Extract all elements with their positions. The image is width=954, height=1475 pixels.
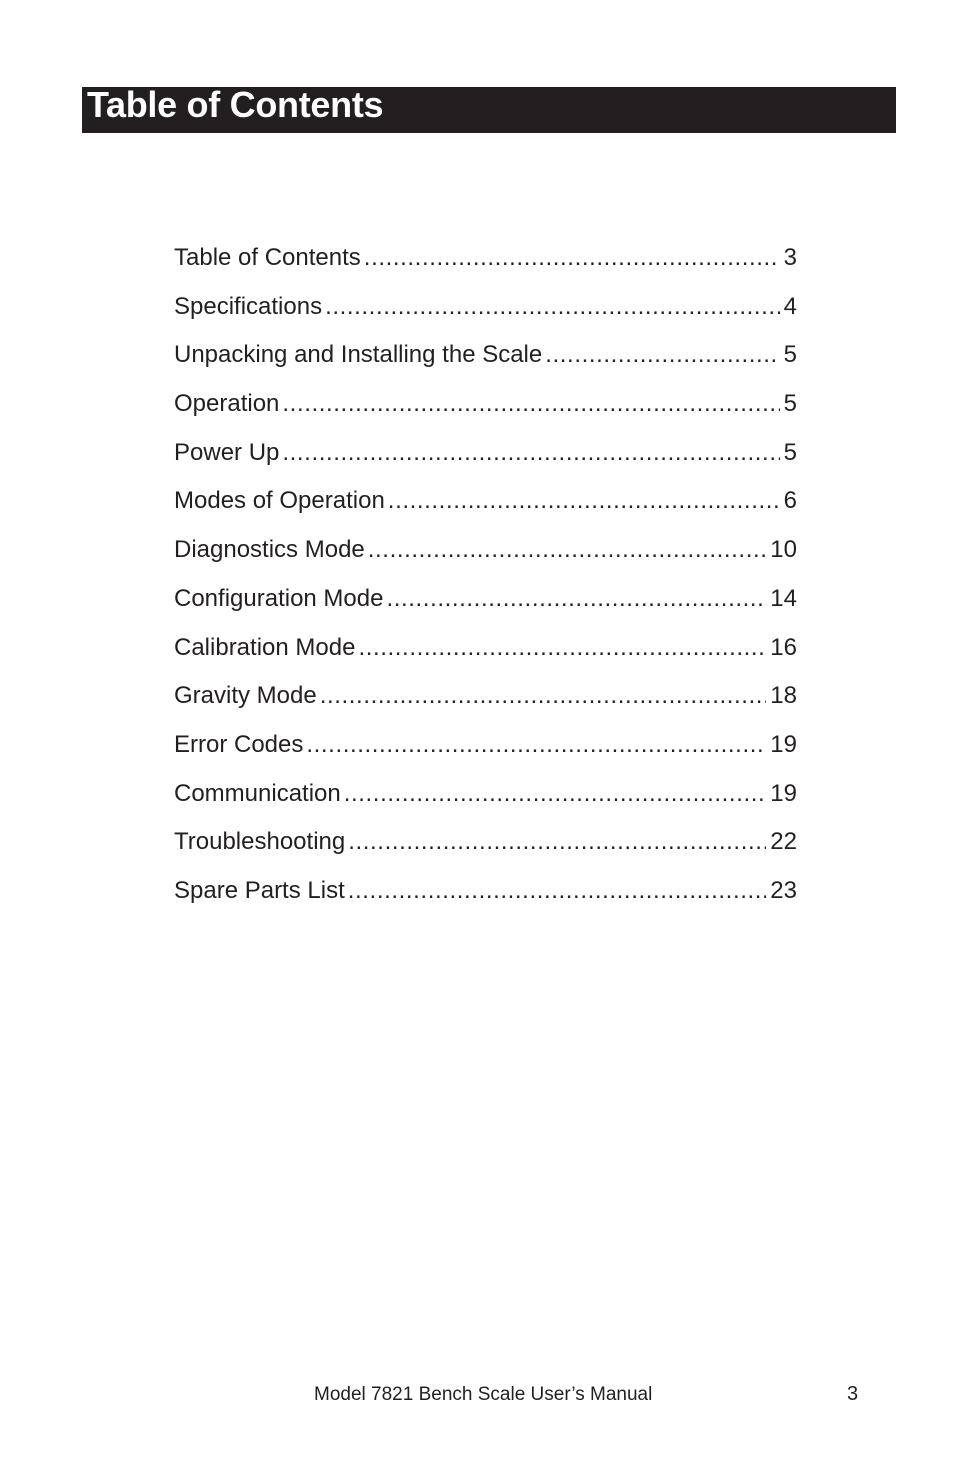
toc-entry-label: Operation — [174, 390, 280, 418]
toc-entry-page: 5 — [783, 341, 797, 369]
table-of-contents — [174, 238, 797, 920]
toc-entry-label: Diagnostics Mode — [174, 536, 365, 564]
toc-dot-leader — [320, 676, 767, 716]
toc-entry-specifications[interactable] — [174, 287, 797, 336]
toc-dot-leader — [348, 822, 766, 862]
footer-page-number: 3 — [847, 1383, 859, 1405]
toc-entry-page: 5 — [783, 390, 797, 418]
toc-entry-page: 19 — [770, 730, 797, 758]
toc-entry-label: Unpacking and Installing the Scale — [174, 341, 543, 369]
toc-dot-leader — [358, 628, 766, 668]
toc-entry-unpacking-and-installing[interactable] — [174, 335, 797, 384]
toc-entry-power-up[interactable] — [174, 433, 797, 482]
toc-entry-page: 6 — [783, 487, 797, 515]
toc-entry-page: 10 — [770, 536, 797, 564]
toc-entry-page: 4 — [783, 292, 797, 320]
toc-entry-label: Table of Contents — [174, 244, 361, 271]
toc-entry-label: Gravity Mode — [174, 682, 317, 710]
toc-dot-leader — [282, 384, 779, 424]
toc-dot-leader — [368, 530, 767, 570]
toc-entry-troubleshooting[interactable] — [174, 822, 797, 871]
toc-entry-calibration-mode[interactable] — [174, 628, 797, 677]
toc-entry-label: Modes of Operation — [174, 487, 385, 515]
toc-entry-gravity-mode[interactable] — [174, 676, 797, 725]
toc-entry-page: 18 — [770, 682, 797, 710]
toc-entry-label: Communication — [174, 779, 341, 807]
toc-entry-operation[interactable] — [174, 384, 797, 433]
toc-entry-label: Spare Parts List — [174, 876, 345, 904]
toc-entry-modes-of-operation[interactable] — [174, 481, 797, 530]
toc-entry-diagnostics-mode[interactable] — [174, 530, 797, 579]
toc-entry-page: 22 — [770, 828, 797, 856]
toc-entry-spare-parts-list[interactable] — [174, 871, 797, 920]
toc-entry-label: Configuration Mode — [174, 584, 384, 612]
toc-dot-leader — [348, 871, 767, 911]
toc-dot-leader — [364, 238, 780, 278]
title-bar — [82, 84, 896, 133]
toc-dot-leader — [386, 579, 766, 619]
toc-entry-page: 5 — [783, 438, 797, 466]
toc-entry-label: Power Up — [174, 438, 280, 466]
toc-entry-page: 16 — [770, 633, 797, 661]
toc-entry-communication[interactable] — [174, 774, 797, 823]
toc-entry-label: Calibration Mode — [174, 633, 356, 661]
toc-entry-page: 23 — [770, 876, 797, 904]
toc-dot-leader — [344, 774, 767, 814]
toc-entry-page: 3 — [783, 244, 797, 271]
toc-entry-error-codes[interactable] — [174, 725, 797, 774]
toc-entry-page: 14 — [770, 584, 797, 612]
page-title: Table of Contents — [87, 84, 384, 125]
toc-dot-leader — [306, 725, 766, 765]
toc-entry-label: Error Codes — [174, 730, 304, 758]
toc-dot-leader — [325, 287, 780, 327]
footer-manual-title: Model 7821 Bench Scale User’s Manual — [314, 1384, 653, 1405]
toc-dot-leader — [282, 433, 779, 473]
toc-entry-table-of-contents[interactable] — [174, 238, 797, 287]
toc-entry-label: Specifications — [174, 292, 323, 320]
toc-entry-configuration-mode[interactable] — [174, 579, 797, 628]
toc-entry-page: 19 — [770, 779, 797, 807]
toc-entry-label: Troubleshooting — [174, 828, 346, 856]
toc-dot-leader — [388, 481, 780, 521]
toc-dot-leader — [545, 335, 779, 375]
